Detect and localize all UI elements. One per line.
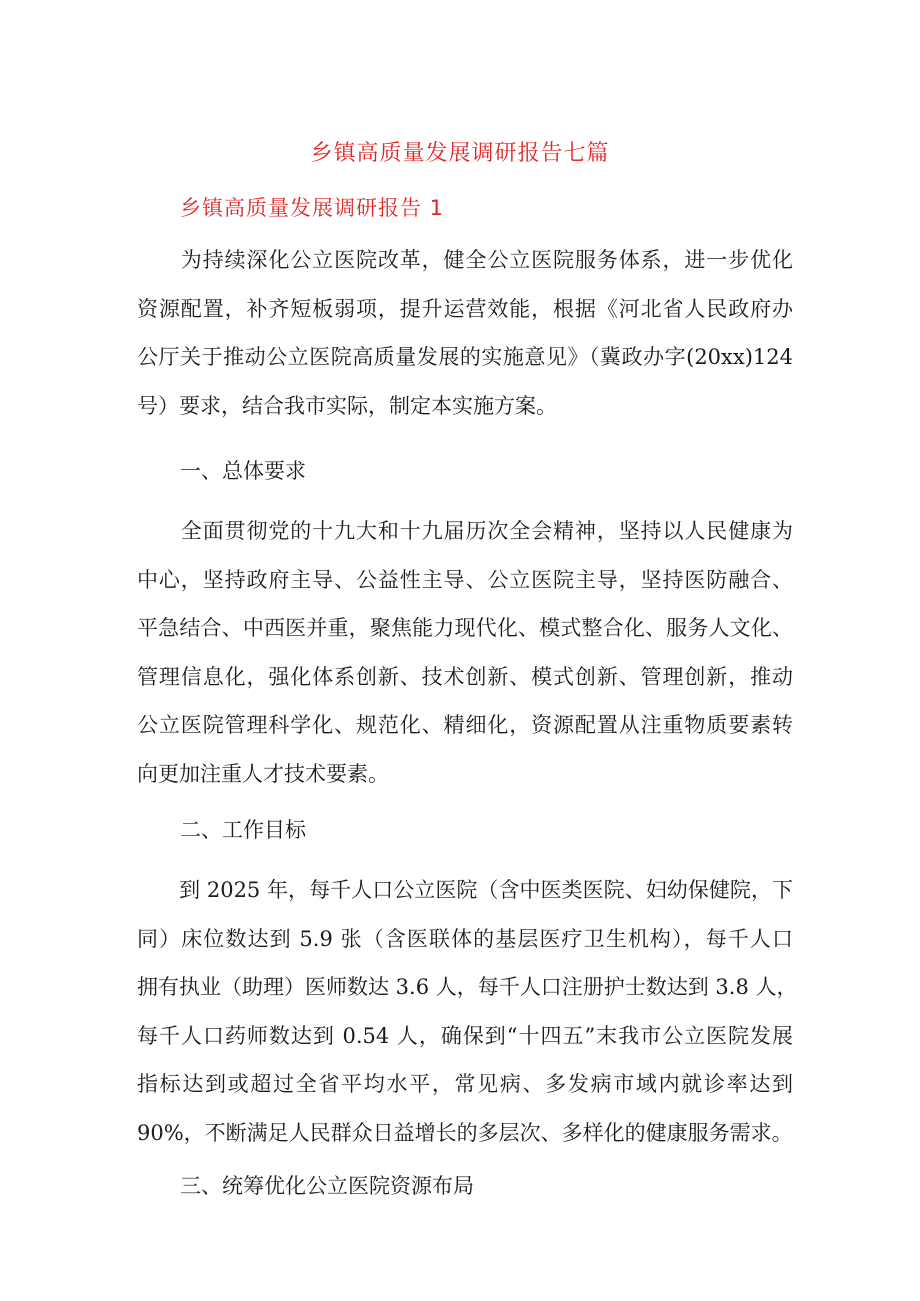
paragraph-intro bbox=[137, 236, 793, 430]
text-line: 为持续深化公立医院改革，健全公立医院服务体系，进一步优化 bbox=[137, 248, 793, 272]
section-heading-3: 三、统筹优化公立医院资源布局 bbox=[180, 1174, 474, 1198]
text-line: 公厅关于推动公立医院高质量发展的实施意见》（冀政办字(20xx)124 bbox=[137, 345, 793, 369]
paragraph-work-goals bbox=[137, 866, 798, 1157]
text-line: 管理信息化，强化体系创新、技术创新、模式创新、管理创新，推动 bbox=[137, 664, 793, 689]
text-line: 向更加注重人才技术要素。 bbox=[137, 761, 389, 786]
text-line: 公立医院管理科学化、规范化、精细化，资源配置从注重物质要素转 bbox=[137, 713, 793, 737]
text-line: 号）要求，结合我市实际，制定本实施方案。 bbox=[137, 393, 557, 418]
section-heading-2: 二、工作目标 bbox=[180, 818, 306, 842]
text-line: 中心，坚持政府主导、公益性主导、公立医院主导，坚持医防融合、 bbox=[137, 567, 793, 592]
text-line: 指标达到或超过全省平均水平，常见病、多发病市域内就诊率达到 bbox=[137, 1072, 793, 1096]
text-line: 拥有执业（助理）医师数达 3.6 人，每千人口注册护士数达到 3.8 人， bbox=[137, 975, 798, 999]
document-title: 乡镇高质量发展调研报告七篇 bbox=[310, 141, 610, 166]
text-line: 90%，不断满足人民群众日益增长的多层次、多样化的健康服务需求。 bbox=[137, 1120, 793, 1145]
section-heading-1: 一、总体要求 bbox=[180, 459, 306, 483]
text-line: 同）床位数达到 5.9 张（含医联体的基层医疗卫生机构），每千人口 bbox=[137, 926, 793, 951]
paragraph-general-requirements bbox=[137, 507, 793, 798]
text-line: 资源配置，补齐短板弱项，提升运营效能，根据《河北省人民政府办 bbox=[137, 296, 793, 321]
text-line: 到 2025 年，每千人口公立医院（含中医类医院、妇幼保健院，下 bbox=[137, 878, 793, 902]
text-line: 全面贯彻党的十九大和十九届历次全会精神，坚持以人民健康为 bbox=[137, 519, 793, 543]
text-line: 平急结合、中西医并重，聚焦能力现代化、模式整合化、服务人文化、 bbox=[137, 616, 793, 640]
text-line: 每千人口药师数达到 0.54 人，确保到“十四五”末我市公立医院发展 bbox=[137, 1023, 793, 1048]
document-subtitle: 乡镇高质量发展调研报告 1 bbox=[180, 196, 445, 220]
